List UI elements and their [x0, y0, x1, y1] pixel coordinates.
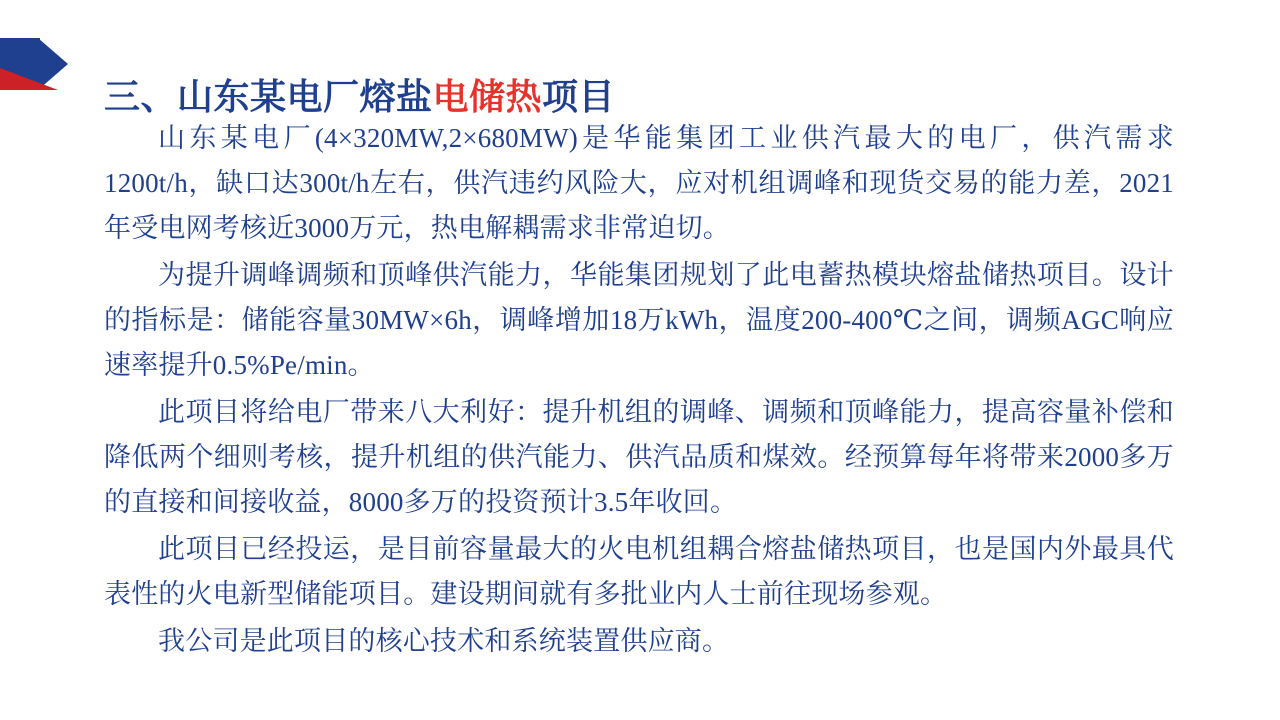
- red-wedge-shape: [0, 68, 58, 90]
- decorative-corner-mark: [0, 38, 72, 90]
- page-title-accent: 电储热: [432, 77, 543, 118]
- paragraph-2: 为提升调峰调频和顶峰供汽能力，华能集团规划了此电蓄热模块熔盐储热项目。设计的指标是：储能容量30MW×6h，调峰增加18万kWh，温度200-400℃之间，调频AGC响应速率提升0.5%Pe/min。: [104, 260, 1174, 380]
- paragraph-5: 我公司是此项目的核心技术和系统装置供应商。: [158, 626, 730, 656]
- paragraph-3: 此项目将给电厂带来八大利好：提升机组的调峰、调频和顶峰能力，提高容量补偿和降低两个细则考核，提升机组的供汽能力、供汽品质和煤效。经预算每年将带来2000多万的直接和间接收益，8000多万的投资预计3.5年收回。: [104, 397, 1174, 517]
- page-title-suffix: 项目: [542, 77, 616, 118]
- paragraph-4: 此项目已经投运，是目前容量最大的火电机组耦合熔盐储热项目，也是国内外最具代表性的火电新型储能项目。建设期间就有多批业内人士前往现场参观。: [104, 534, 1174, 609]
- page-title-prefix: 三、山东某电厂熔盐: [104, 77, 433, 118]
- slide-body: [104, 116, 1174, 666]
- paragraph-1: 山东某电厂(4×320MW,2×680MW)是华能集团工业供汽最大的电厂，供汽需求1200t/h，缺口达300t/h左右，供汽违约风险大，应对机组调峰和现货交易的能力差，2021年受电网考核近3000万元，热电解耦需求非常迫切。: [104, 123, 1174, 243]
- page-title: [104, 74, 615, 120]
